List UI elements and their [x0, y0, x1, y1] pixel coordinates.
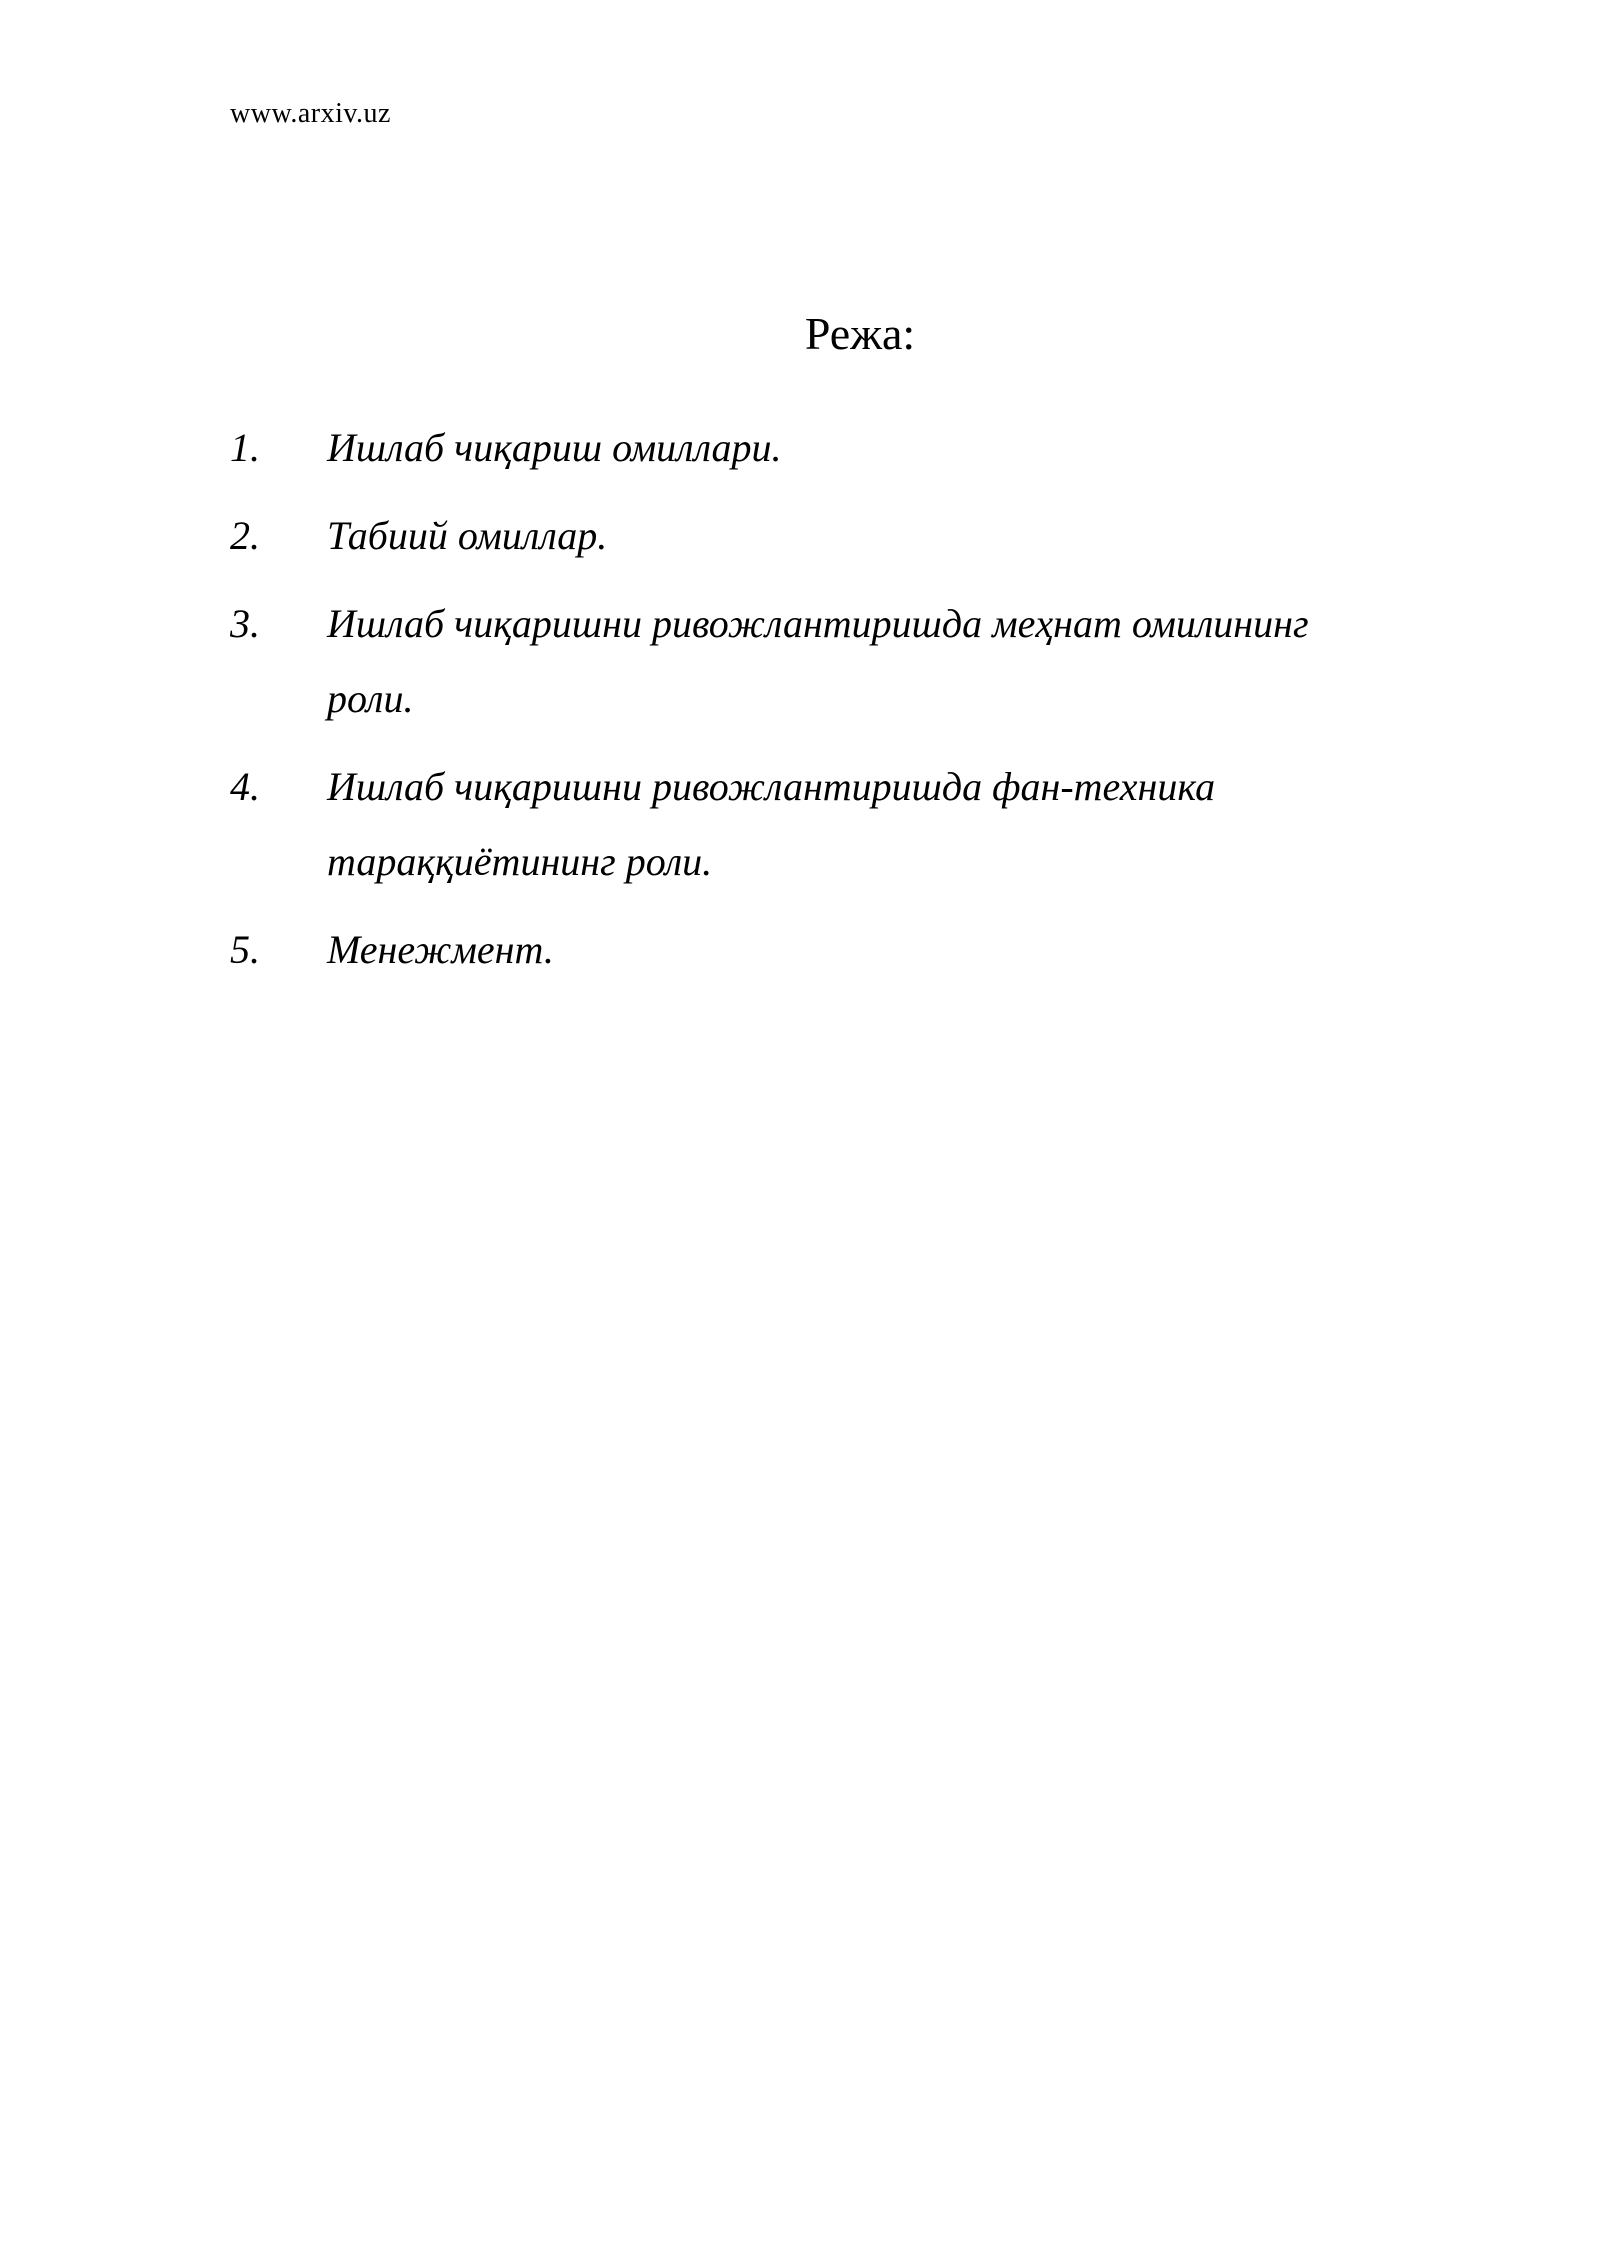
plan-item — [230, 749, 1430, 899]
plan-item — [230, 498, 1430, 573]
plan-item-text: Табиий омиллар. — [327, 513, 608, 558]
plan-item-text: Менежмент. — [327, 927, 554, 972]
plan-list — [230, 410, 1430, 1000]
plan-item-number: 5. — [230, 927, 260, 972]
header-site-url: www.arxiv.uz — [230, 98, 391, 129]
plan-item — [230, 912, 1430, 987]
plan-item-text: Ишлаб чиқаришни ривожлантиришда меҳнат омилининг роли. — [327, 601, 1309, 721]
plan-item-number: 3. — [230, 601, 260, 646]
plan-item-number: 2. — [230, 513, 260, 558]
plan-item-number: 4. — [230, 764, 260, 809]
plan-title: Режа: — [804, 308, 916, 359]
plan-item — [230, 410, 1430, 485]
plan-item-text: Ишлаб чиқаришни ривожлантиришда фан-техника тараққиётининг роли. — [327, 764, 1216, 884]
plan-item-number: 1. — [230, 425, 260, 470]
plan-item — [230, 586, 1430, 736]
plan-item-text: Ишлаб чиқариш омиллари. — [327, 425, 782, 470]
